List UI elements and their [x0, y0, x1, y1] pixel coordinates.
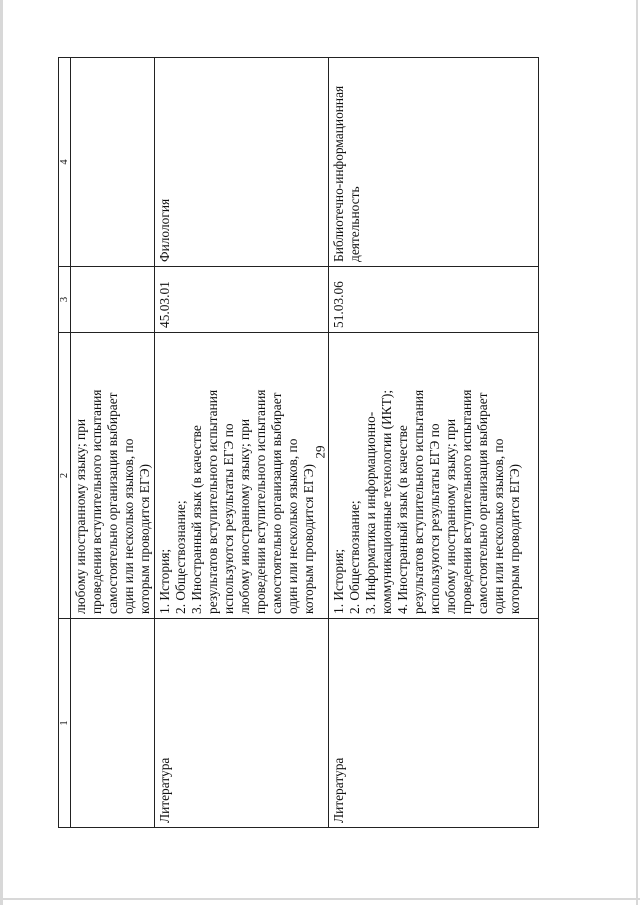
scan-edge-right	[636, 0, 638, 905]
column-header-3: 3	[59, 267, 71, 333]
subject-cell	[71, 619, 155, 828]
table-row-philology	[155, 58, 329, 828]
subject-cell: Литература	[155, 619, 329, 828]
exams-cell: 1. История; 2. Обществознание; 3. Информатика и информационно- коммуникационные технологии (ИКТ); 4. Иностранный язык (в качестве результатов вступительного испытания используются результаты ЕГЭ по любому иностранному языку; при проведении вступительного испытания самостоятельно организация выбирает один или несколько языков, по которым проводится ЕГЭ)	[329, 333, 539, 619]
table-row-library-science	[329, 58, 539, 828]
direction-cell	[71, 58, 155, 267]
exams-cell: любому иностранному языку; при проведении вступительного испытания самостоятельно организация выбирает один или несколько языков, по которым проводится ЕГЭ)	[71, 333, 155, 619]
page-number: 29	[312, 445, 327, 459]
scan-edge-bottom	[0, 898, 640, 900]
column-header-2: 2	[59, 333, 71, 619]
rotated-table-wrapper	[58, 58, 546, 828]
direction-cell: Библиотечно-информационная деятельность	[329, 58, 539, 267]
code-cell: 45.03.01	[155, 267, 329, 333]
exams-cell: 1. История; 2. Обществознание; 3. Иностранный язык (в качестве результатов вступительного испытания используются результаты ЕГЭ по любому иностранному языку; при проведении вступительного испытания самостоятельно организация выбирает один или несколько языков, по которым проводится ЕГЭ)	[155, 333, 329, 619]
code-cell: 51.03.06	[329, 267, 539, 333]
column-header-1: 1	[59, 619, 71, 828]
programs-table	[58, 57, 539, 828]
code-cell	[71, 267, 155, 333]
column-header-4: 4	[59, 58, 71, 267]
table-row-continuation	[71, 58, 155, 828]
subject-cell: Литература	[329, 619, 539, 828]
direction-cell: Филология	[155, 58, 329, 267]
scan-edge-left	[0, 0, 3, 905]
column-header-row	[59, 58, 71, 828]
